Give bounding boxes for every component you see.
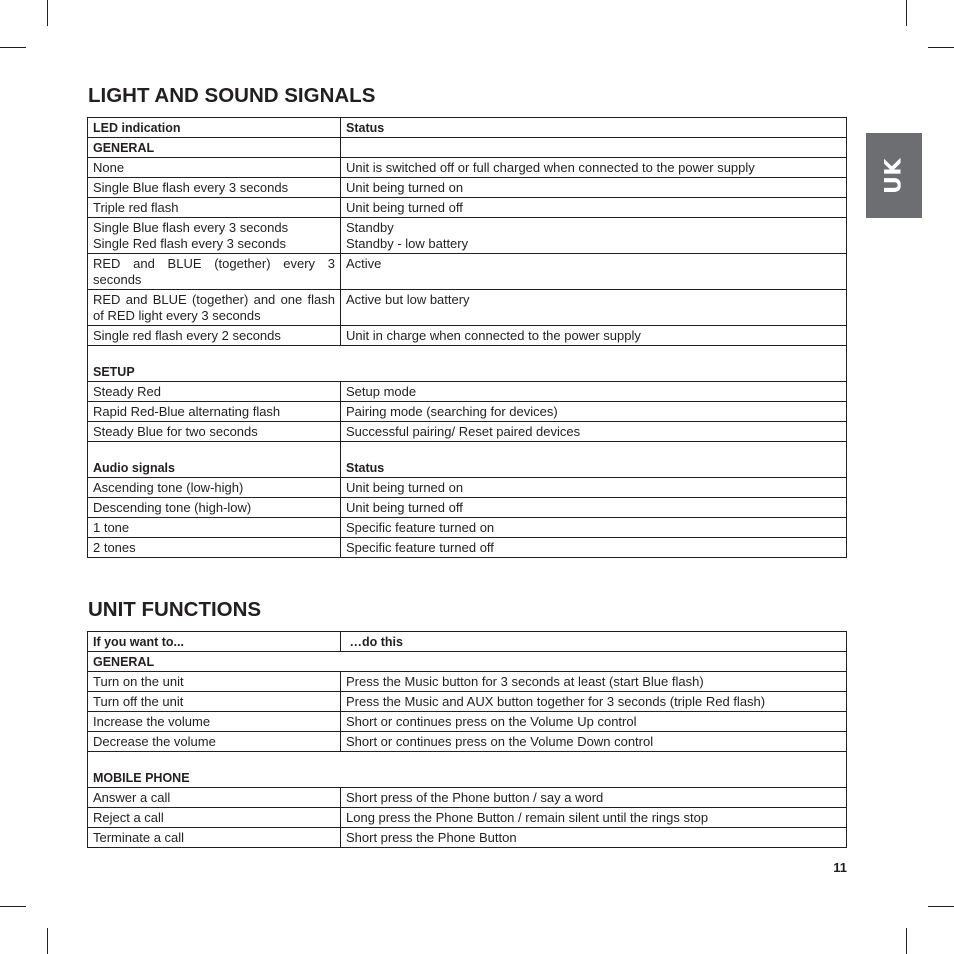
crop-mark bbox=[47, 928, 48, 954]
table-row bbox=[88, 498, 847, 518]
header-if-you-want: If you want to... bbox=[88, 632, 341, 652]
table-row bbox=[88, 422, 847, 442]
led-cell: Single Blue flash every 3 seconds bbox=[88, 178, 341, 198]
function-cell: Answer a call bbox=[88, 788, 341, 808]
table-row bbox=[88, 478, 847, 498]
crop-mark bbox=[928, 906, 954, 907]
table-row bbox=[88, 828, 847, 848]
language-tab bbox=[866, 133, 922, 218]
table-row bbox=[88, 788, 847, 808]
unit-functions-table bbox=[87, 631, 847, 848]
header-audio-status: Status bbox=[341, 442, 847, 478]
table-row bbox=[88, 254, 847, 290]
header-status: Status bbox=[341, 118, 847, 138]
audio-cell: 2 tones bbox=[88, 538, 341, 558]
status-cell: Specific feature turned on bbox=[341, 518, 847, 538]
status-cell: Unit is switched off or full charged when connected to the power supply bbox=[341, 158, 847, 178]
status-cell: Setup mode bbox=[341, 382, 847, 402]
table-row bbox=[88, 198, 847, 218]
crop-mark bbox=[0, 47, 26, 48]
action-cell: Press the Music and AUX button together for 3 seconds (triple Red flash) bbox=[341, 692, 847, 712]
audio-header-row bbox=[88, 442, 847, 478]
action-cell: Short or continues press on the Volume Down control bbox=[341, 732, 847, 752]
status-cell: Unit being turned on bbox=[341, 478, 847, 498]
audio-cell: Descending tone (high-low) bbox=[88, 498, 341, 518]
table-row bbox=[88, 326, 847, 346]
action-cell: Short press the Phone Button bbox=[341, 828, 847, 848]
table-row bbox=[88, 672, 847, 692]
function-cell: Decrease the volume bbox=[88, 732, 341, 752]
group-row-mobile-phone bbox=[88, 752, 847, 788]
crop-mark bbox=[928, 47, 954, 48]
language-tab-label: UK bbox=[881, 157, 907, 194]
table-row bbox=[88, 158, 847, 178]
section-title-unit-functions: UNIT FUNCTIONS bbox=[88, 598, 262, 621]
crop-mark bbox=[47, 0, 48, 26]
status-cell: Standby Standby - low battery bbox=[341, 218, 847, 254]
group-label-general: GENERAL bbox=[88, 652, 847, 672]
function-cell: Increase the volume bbox=[88, 712, 341, 732]
status-cell: Active but low battery bbox=[341, 290, 847, 326]
group-label-setup: SETUP bbox=[88, 346, 847, 382]
action-cell: Short or continues press on the Volume Up control bbox=[341, 712, 847, 732]
led-cell: Single Blue flash every 3 seconds Single Red flash every 3 seconds bbox=[88, 218, 341, 254]
action-cell: Short press of the Phone button / say a word bbox=[341, 788, 847, 808]
audio-cell: Ascending tone (low-high) bbox=[88, 478, 341, 498]
table-row bbox=[88, 732, 847, 752]
table-row bbox=[88, 402, 847, 422]
led-cell: Triple red flash bbox=[88, 198, 341, 218]
header-led-indication: LED indication bbox=[88, 118, 341, 138]
status-cell: Unit in charge when connected to the power supply bbox=[341, 326, 847, 346]
function-cell: Terminate a call bbox=[88, 828, 341, 848]
status-cell: Unit being turned off bbox=[341, 498, 847, 518]
group-row-general bbox=[88, 138, 847, 158]
led-cell: None bbox=[88, 158, 341, 178]
table-row bbox=[88, 808, 847, 828]
table-row bbox=[88, 218, 847, 254]
header-audio-signals: Audio signals bbox=[88, 442, 341, 478]
status-cell: Pairing mode (searching for devices) bbox=[341, 402, 847, 422]
function-cell: Reject a call bbox=[88, 808, 341, 828]
led-cell: Rapid Red-Blue alternating flash bbox=[88, 402, 341, 422]
status-cell: Unit being turned on bbox=[341, 178, 847, 198]
status-cell: Unit being turned off bbox=[341, 198, 847, 218]
crop-mark bbox=[0, 906, 26, 907]
table-row bbox=[88, 178, 847, 198]
section-title-light-sound: LIGHT AND SOUND SIGNALS bbox=[88, 84, 376, 107]
led-cell: Steady Blue for two seconds bbox=[88, 422, 341, 442]
table-header-row bbox=[88, 118, 847, 138]
led-cell: RED and BLUE (together) every 3 seconds bbox=[88, 254, 341, 290]
table-row bbox=[88, 518, 847, 538]
group-label-general: GENERAL bbox=[88, 138, 341, 158]
table-row bbox=[88, 692, 847, 712]
led-cell: Single red flash every 2 seconds bbox=[88, 326, 341, 346]
action-cell: Long press the Phone Button / remain silent until the rings stop bbox=[341, 808, 847, 828]
audio-cell: 1 tone bbox=[88, 518, 341, 538]
led-cell: RED and BLUE (together) and one flash of RED light every 3 seconds bbox=[88, 290, 341, 326]
header-do-this: …do this bbox=[341, 632, 847, 652]
status-cell: Active bbox=[341, 254, 847, 290]
function-cell: Turn on the unit bbox=[88, 672, 341, 692]
table-row bbox=[88, 538, 847, 558]
table-row bbox=[88, 290, 847, 326]
page-number: 11 bbox=[833, 860, 847, 875]
function-cell: Turn off the unit bbox=[88, 692, 341, 712]
empty-cell bbox=[341, 138, 847, 158]
crop-mark bbox=[906, 0, 907, 26]
led-cell: Steady Red bbox=[88, 382, 341, 402]
status-cell: Specific feature turned off bbox=[341, 538, 847, 558]
group-label-mobile-phone: MOBILE PHONE bbox=[88, 752, 847, 788]
status-cell: Successful pairing/ Reset paired devices bbox=[341, 422, 847, 442]
table-header-row bbox=[88, 632, 847, 652]
crop-mark bbox=[906, 928, 907, 954]
table-row bbox=[88, 382, 847, 402]
table-row bbox=[88, 712, 847, 732]
group-row-general bbox=[88, 652, 847, 672]
action-cell: Press the Music button for 3 seconds at least (start Blue flash) bbox=[341, 672, 847, 692]
light-sound-table bbox=[87, 117, 847, 558]
group-row-setup bbox=[88, 346, 847, 382]
